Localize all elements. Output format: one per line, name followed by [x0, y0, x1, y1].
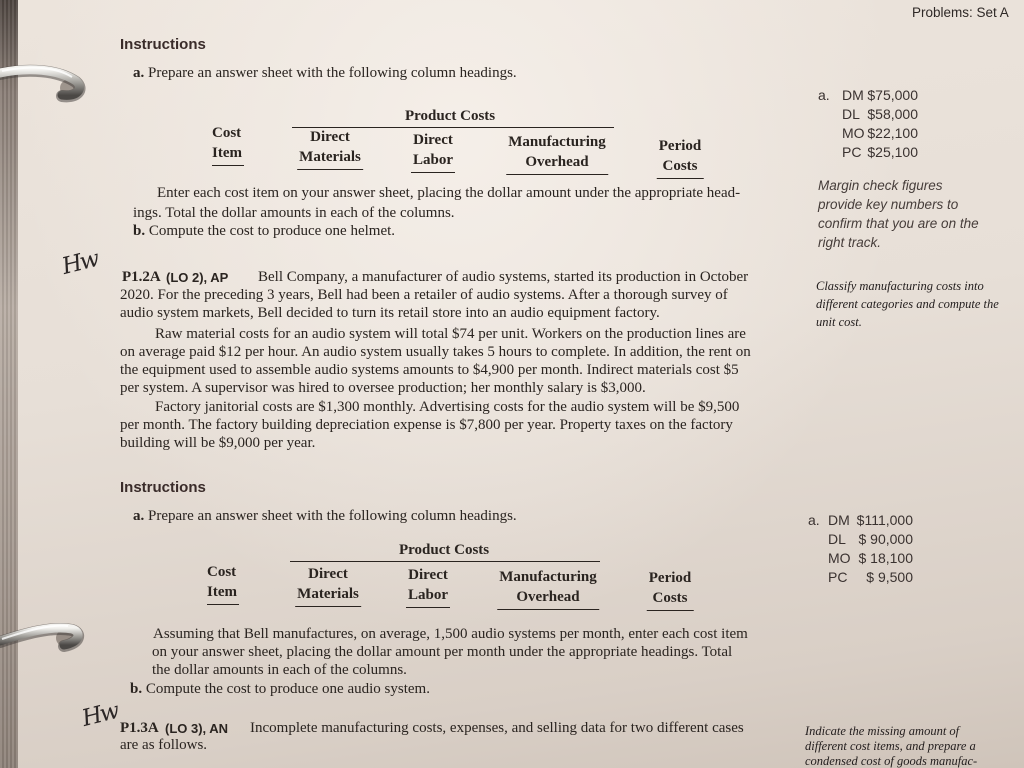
step-text: Prepare an answer sheet with the following column headings.: [148, 65, 517, 81]
check-figure-value: $25,100: [867, 144, 918, 160]
problem-line: on average paid $12 per hour. An audio system usually takes 5 hours to complete. In addition, the rent on: [120, 344, 751, 360]
check-figure-label: DL: [842, 106, 860, 122]
check-figure-row: [818, 124, 918, 143]
margin-objective-note: [805, 724, 977, 768]
check-figure-label: PC: [828, 569, 848, 585]
step-text: Prepare an answer sheet with the following column headings.: [148, 508, 517, 524]
handwritten-mark: Hw: [59, 246, 101, 280]
problem-id: P1.3A: [120, 720, 159, 736]
problem-line: the equipment used to assemble audio systems amounts to $4,900 per month. Indirect materials cost $5: [120, 362, 739, 378]
problem-line: per month. The factory building depreciation expense is $7,800 per year. Property taxes on the factory: [120, 417, 733, 433]
margin-note-line: right track.: [818, 235, 882, 250]
margin-note-line: Indicate the missing amount of: [805, 724, 960, 738]
assumption-line: on your answer sheet, placing the dollar amount per month under the appropriate headings. Total: [152, 644, 733, 660]
margin-objective-note: [816, 277, 999, 331]
step-marker: a.: [133, 65, 145, 81]
step-marker: a.: [133, 508, 145, 524]
column-header-line: Manufacturing: [499, 569, 597, 585]
problem-line: per system. A supervisor was hired to oversee production; her monthly salary is $3,000.: [120, 380, 646, 396]
margin-note-line: unit cost.: [816, 315, 862, 329]
column-header-line: Overhead: [516, 589, 580, 605]
margin-note-line: Margin check figures: [818, 178, 943, 193]
problem-set-label: Problems: Set A: [912, 5, 1009, 20]
problem-line: are as follows.: [120, 737, 208, 753]
problem-line: Incomplete manufacturing costs, expenses, and selling data for two different cases: [250, 720, 744, 736]
column-header-manufacturing-overhead: [497, 567, 599, 610]
check-figures: [808, 511, 913, 587]
column-header-line: Period: [648, 570, 692, 586]
column-header-cost-item: [207, 562, 239, 605]
column-header-period-costs: [647, 568, 694, 611]
check-figure-row: [818, 105, 918, 124]
learning-objective: (LO 3), AN: [165, 721, 229, 736]
column-header-direct-labor: [406, 565, 450, 608]
margin-note-line: confirm that you are on the: [818, 216, 979, 231]
product-costs-label: Product Costs: [399, 542, 490, 558]
column-header-line: Manufacturing: [508, 134, 606, 150]
binder-ring: [0, 612, 92, 664]
step-marker: b.: [130, 681, 143, 697]
step-text: Compute the cost to produce one helmet.: [148, 223, 396, 239]
column-header-line: Direct: [310, 129, 350, 145]
check-figure-label: PC: [842, 144, 862, 160]
problem-line: Factory janitorial costs are $1,300 monthly. Advertising costs for the audio system will be $9,500: [155, 399, 740, 415]
check-figure-value: $ 90,000: [858, 531, 913, 547]
check-figure-prefix: a.: [818, 87, 830, 103]
check-figure-row: [818, 86, 918, 105]
step-marker: b.: [133, 223, 146, 239]
check-figure-row: [818, 143, 918, 162]
problem-line: audio system markets, Bell decided to turn its retail store into an audio equipment factory.: [120, 305, 660, 321]
check-figure-prefix: a.: [808, 512, 820, 528]
check-figure-value: $ 9,500: [866, 569, 913, 585]
column-header-period-costs: [657, 136, 704, 179]
check-figure-value: $22,100: [867, 125, 918, 141]
column-header-line: Direct: [308, 566, 348, 582]
check-figure-value: $ 18,100: [858, 550, 913, 566]
instructions-heading: Instructions: [120, 36, 206, 53]
column-header-line: Period: [658, 138, 702, 154]
handwritten-mark: Hw: [79, 698, 121, 732]
check-figure-row: [808, 568, 913, 587]
column-header-manufacturing-overhead: [506, 132, 608, 175]
margin-note-line: different cost items, and prepare a: [805, 739, 976, 753]
column-header-line: Materials: [299, 149, 361, 165]
check-figure-value: $111,000: [856, 512, 913, 528]
column-header-line: Labor: [412, 152, 454, 168]
problem-line: building will be $9,000 per year.: [120, 435, 316, 451]
binder-ring: [0, 58, 92, 114]
learning-objective: (LO 2), AP: [166, 270, 229, 285]
column-header-line: Materials: [297, 586, 359, 602]
product-costs-rule: [290, 561, 600, 562]
check-figure-row: [808, 549, 913, 568]
column-header-line: Item: [212, 145, 242, 161]
column-header-line: Overhead: [525, 154, 589, 170]
margin-check-note: [818, 176, 979, 252]
check-figure-label: MO: [828, 550, 851, 566]
check-figure-label: DL: [828, 531, 846, 547]
instructions-heading: Instructions: [120, 479, 206, 496]
column-header-cost-item: [212, 123, 244, 166]
column-header-line: Cost: [212, 125, 242, 141]
check-figure-value: $58,000: [867, 106, 918, 122]
check-figure-label: DM: [842, 87, 864, 103]
check-figures: [818, 86, 918, 162]
problem-id: P1.2A: [122, 269, 161, 285]
product-costs-label: Product Costs: [405, 108, 496, 124]
check-figure-label: DM: [828, 512, 850, 528]
step-b: [130, 680, 430, 698]
column-header-direct-materials: [295, 564, 361, 607]
column-header-direct-materials: [297, 127, 363, 170]
column-header-line: Costs: [662, 158, 698, 174]
assumption-line: Assuming that Bell manufactures, on average, 1,500 audio systems per month, enter each cost item: [153, 626, 748, 642]
column-header-line: Direct: [408, 567, 448, 583]
assumption-line: the dollar amounts in each of the columns.: [152, 662, 407, 678]
step-a: [133, 64, 517, 82]
column-header-line: Item: [207, 584, 237, 600]
margin-note-line: provide key numbers to: [818, 197, 959, 212]
step-text: Compute the cost to produce one audio system.: [145, 681, 430, 697]
body-line: Enter each cost item on your answer sheet, placing the dollar amount under the appropriate head-: [157, 185, 741, 201]
problem-line: Bell Company, a manufacturer of audio systems, started its production in October: [258, 269, 749, 285]
step-b: [133, 222, 395, 240]
column-header-direct-labor: [411, 130, 455, 173]
column-header-line: Direct: [413, 132, 453, 148]
check-figure-value: $75,000: [867, 87, 918, 103]
problem-line: Raw material costs for an audio system will total $74 per unit. Workers on the production lines are: [155, 326, 746, 342]
step-a: [133, 507, 517, 525]
margin-note-line: different categories and compute the: [816, 297, 999, 311]
check-figure-label: MO: [842, 125, 865, 141]
margin-note-line: Classify manufacturing costs into: [816, 279, 984, 293]
column-header-line: Labor: [407, 587, 449, 603]
check-figure-row: [808, 530, 913, 549]
check-figure-row: [808, 511, 913, 530]
column-header-line: Cost: [207, 564, 237, 580]
body-line: ings. Total the dollar amounts in each of the columns.: [133, 205, 455, 221]
margin-note-line: condensed cost of goods manufac-: [805, 754, 978, 768]
column-header-line: Costs: [652, 590, 688, 606]
problem-line: 2020. For the preceding 3 years, Bell had been a retailer of audio systems. After a thorough survey of: [120, 287, 728, 303]
